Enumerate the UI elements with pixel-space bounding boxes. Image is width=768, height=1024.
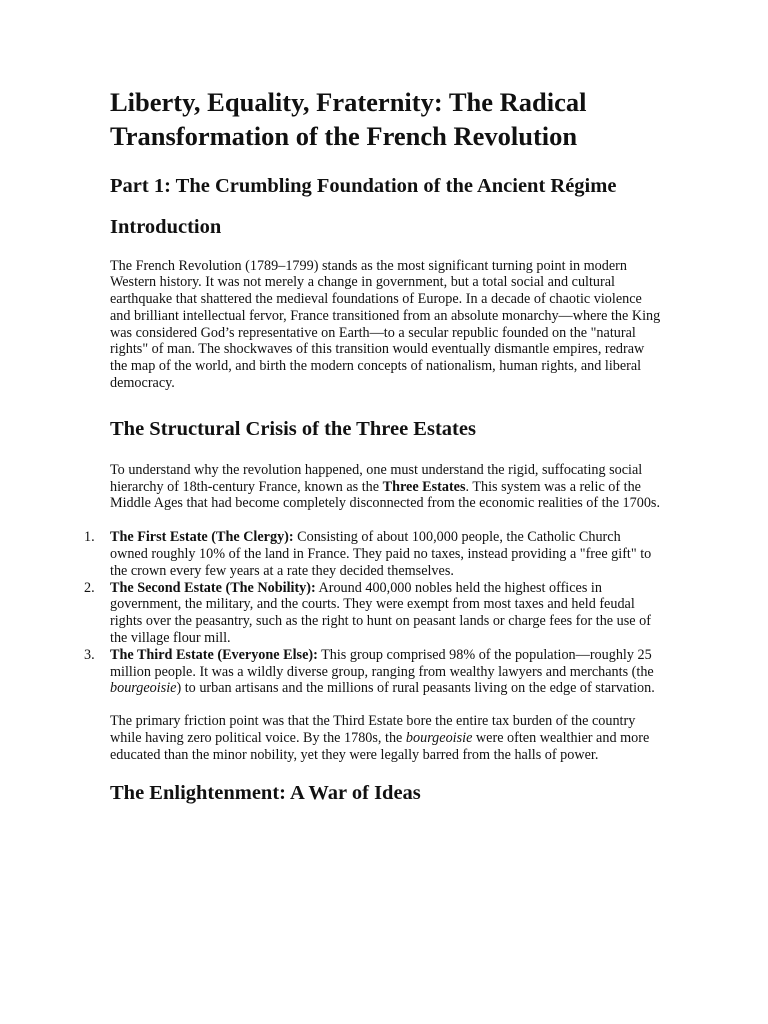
document-title: Liberty, Equality, Fraternity: The Radical Transformation of the French Revolution [110, 87, 587, 151]
introduction-paragraph: The French Revolution (1789–1799) stands as the most significant turning point in modern Western history. It was not merely a change in government, but a total social and cultural earthquake that shattered the medieval foundations of Europe. In a decade of chaotic violence and brilliant intellectual fervor, France transitioned from an absolute monarchy—where the King was considered God’s representative on Earth—to a secular republic founded on the "natural rights" of man. The shockwaves of this transition would eventually dismantle empires, redraw the map of the world, and birth the modern concepts of nationalism, human rights, and liberal democracy. [110, 257, 661, 392]
friction-text-after: were often wealthier and more educated than the minor nobility, yet they were legally barred from the halls of power. [110, 730, 650, 763]
introduction-heading: Introduction [110, 215, 222, 238]
list-item-label: The Second Estate (The Nobility): [110, 579, 316, 596]
list-item-number: 2. [84, 579, 95, 596]
enlightenment-heading: The Enlightenment: A War of Ideas [110, 781, 421, 804]
estates-intro-text-before: To understand why the revolution happened, one must understand the rigid, suffocating social hierarchy of 18th-century France, known as the [110, 461, 643, 495]
estates-list [84, 529, 662, 697]
part-title: Part 1: The Crumbling Foundation of the Ancient Régime [110, 175, 617, 197]
estates-heading: The Structural Crisis of the Three Estates [110, 417, 476, 440]
friction-text-before: The primary friction point was that the Third Estate bore the entire tax burden of the country while having zero political voice. By the 1780s, the [110, 713, 636, 747]
list-item-first-estate [84, 529, 662, 579]
list-item-text-after: ) to urban artisans and the millions of rural peasants living on the edge of starvation. [176, 680, 655, 697]
list-item-text: Around 400,000 nobles held the highest offices in government, the military, and the courts. They were exempt from most taxes and held feudal rights over the peasantry, such as the right to hunt on peasant lands or charge fees for the use of the village flour mill. [110, 579, 651, 647]
estates-intro-paragraph [110, 462, 662, 512]
bourgeoisie-italic-term: bourgeoisie [110, 680, 177, 697]
estates-intro-text-after: . This system was a relic of the Middle Ages that had become completely disconnected from the economic realities of the 1700s. [110, 478, 660, 512]
friction-paragraph [110, 713, 662, 763]
list-item-number: 3. [84, 646, 95, 663]
three-estates-bold-term: Three Estates [382, 478, 466, 495]
list-item-number: 1. [84, 529, 95, 546]
list-item-label: The Third Estate (Everyone Else): [110, 646, 318, 663]
list-item-text: Consisting of about 100,000 people, the Catholic Church owned roughly 10% of the land in France. They paid no taxes, instead providing a "free gift" to the crown every few years at a rate they decided themselves. [110, 529, 652, 579]
list-item-third-estate [84, 646, 662, 697]
document-page [84, 86, 662, 806]
bourgeoisie-italic-term: bourgeoisie [405, 730, 473, 747]
list-item-label: The First Estate (The Clergy): [110, 529, 294, 546]
list-item-second-estate [84, 579, 662, 647]
list-item-text-before: This group comprised 98% of the population—roughly 25 million people. It was a wildly diverse group, ranging from wealthy lawyers and merchants (the [110, 646, 654, 680]
